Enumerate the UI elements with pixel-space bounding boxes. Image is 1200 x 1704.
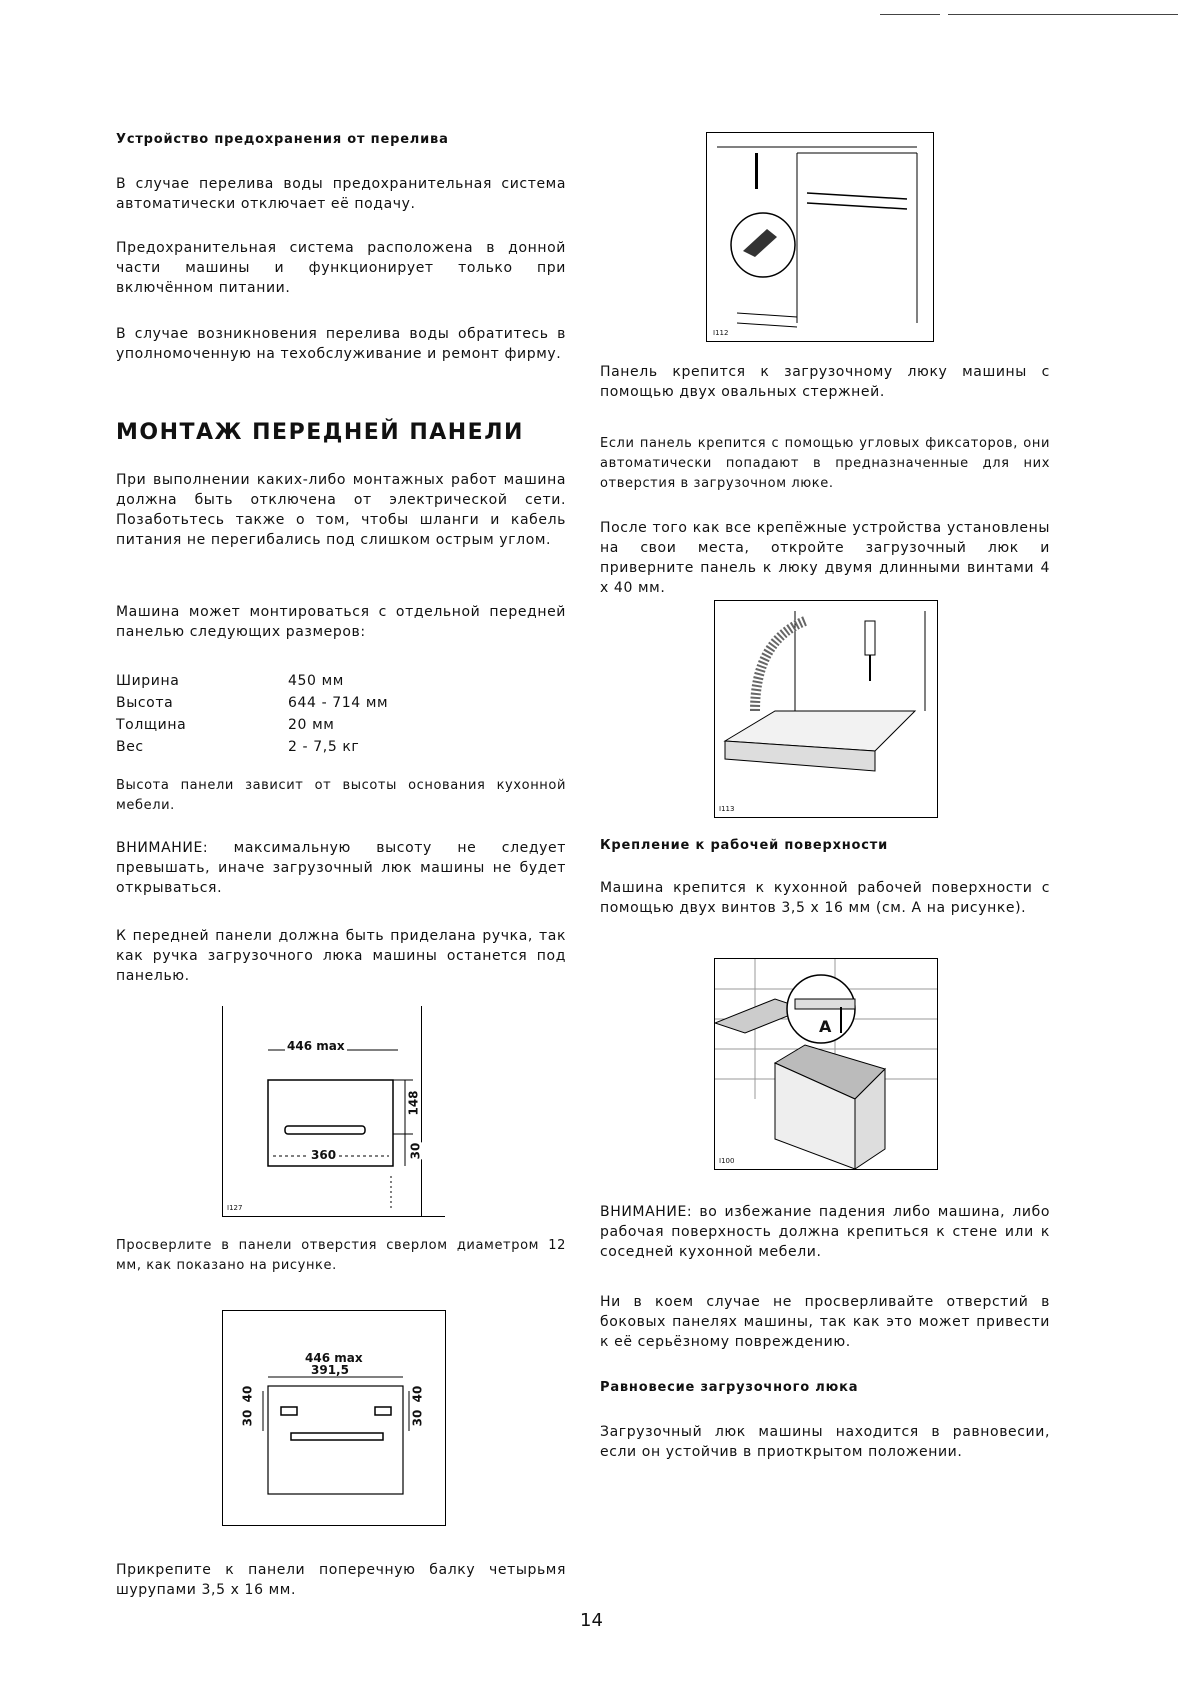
panel-paragraph-3: После того как все крепёжные устройства установлены на свои места, откройте загрузочный люк и приверните панель к люку двумя длинными винтами 4 х 40 мм. (600, 520, 1050, 596)
dim-446-max: 446 max (287, 1039, 345, 1053)
dim-391-5: 391,5 (311, 1363, 349, 1377)
figure-code: I100 (719, 1157, 735, 1165)
overflow-heading: Устройство предохранения от перелива (116, 132, 449, 147)
spec-row: Высота 644 - 714 мм (116, 695, 389, 711)
mount-paragraph-2: Машина может монтироваться с отдельной передней панелью следующих размеров: (116, 604, 566, 640)
dim-right-30: 30 (410, 1409, 425, 1427)
figure-code: I127 (227, 1204, 243, 1212)
dim-left-40: 40 (240, 1385, 255, 1403)
screw-panel-drawing (715, 601, 937, 817)
overflow-paragraph-2: Предохранительная система расположена в донной части машины и функционирует только при включённом питании. (116, 240, 566, 296)
top-rule (880, 14, 940, 15)
spec-row: Ширина 450 мм (116, 673, 344, 689)
balance-heading: Равновесие загрузочного люка (600, 1380, 859, 1395)
panel-paragraph-1: Панель крепится к загрузочному люку машины с помощью двух овальных стержней. (600, 364, 1050, 400)
balance-paragraph: Загрузочный люк машины находится в равновесии, если он устойчив в приоткрытом положении. (600, 1424, 1050, 1460)
page-number: 14 (580, 1610, 603, 1631)
beam-paragraph: Прикрепите к панели поперечную балку четырьмя шурупами 3,5 х 16 мм. (116, 1562, 566, 1598)
screw-panel-figure (714, 600, 938, 818)
main-heading: МОНТАЖ ПЕРЕДНЕЙ ПАНЕЛИ (116, 420, 524, 445)
dim-right-40: 40 (410, 1385, 425, 1403)
panel-handle-figure (222, 1006, 445, 1217)
dim-446-max: 446 max (305, 1351, 363, 1365)
figure-code: I112 (713, 329, 729, 337)
worktop-fixing-figure (714, 958, 938, 1170)
height-note: Высота панели зависит от высоты основания кухонной мебели. (116, 778, 566, 813)
spec-row: Толщина 20 мм (116, 717, 335, 733)
mount-paragraph-1: При выполнении каких-либо монтажных работ машина должна быть отключена от электрической сети. Позаботьтесь также о том, чтобы шланги и кабель питания не перегибались под слишком острым углом. (116, 472, 566, 548)
overflow-paragraph-1: В случае перелива воды предохранительная система автоматически отключает её подачу. (116, 176, 566, 212)
top-rule (948, 14, 1178, 15)
dim-30: 30 (408, 1142, 423, 1160)
oval-rod-figure (706, 132, 934, 342)
crossbar-figure (222, 1310, 446, 1526)
panel-paragraph-2: Если панель крепится с помощью угловых фиксаторов, они автоматически попадают в предназначенные для них отверстия в загрузочном люке. (600, 436, 1050, 491)
warning2-paragraph: ВНИМАНИЕ: во избежание падения либо машина, либо рабочая поверхность должна крепиться к стене или к соседней кухонной мебели. (600, 1204, 1050, 1260)
oval-rod-drawing (707, 133, 933, 341)
spec-row: Вес 2 - 7,5 кг (116, 739, 360, 755)
overflow-paragraph-3: В случае возникновения перелива воды обратитесь в уполномоченную на техобслуживание и ремонт фирму. (116, 326, 566, 362)
dim-left-30: 30 (240, 1409, 255, 1427)
drill-paragraph: Просверлите в панели отверстия сверлом диаметром 12 мм, как показано на рисунке. (116, 1238, 566, 1273)
warning-paragraph: ВНИМАНИЕ: максимальную высоту не следует превышать, иначе загрузочный люк машины не будет открываться. (116, 840, 566, 896)
dim-148: 148 (406, 1090, 421, 1116)
worktop-fixing-drawing (715, 959, 937, 1169)
never-drill-paragraph: Ни в коем случае не просверливайте отверстий в боковых панелях машины, так как это может привести к её серьёзному повреждению. (600, 1294, 1050, 1350)
label-a: A (819, 1017, 832, 1036)
worktop-paragraph: Машина крепится к кухонной рабочей поверхности с помощью двух винтов 3,5 х 16 мм (см. А на рисунке). (600, 880, 1050, 916)
spec-table (116, 670, 416, 758)
dim-360: 360 (311, 1148, 337, 1162)
worktop-heading: Крепление к рабочей поверхности (600, 838, 889, 853)
figure-code: I113 (719, 805, 735, 813)
handle-paragraph: К передней панели должна быть приделана ручка, так как ручка загрузочного люка машины останется под панелью. (116, 928, 566, 984)
